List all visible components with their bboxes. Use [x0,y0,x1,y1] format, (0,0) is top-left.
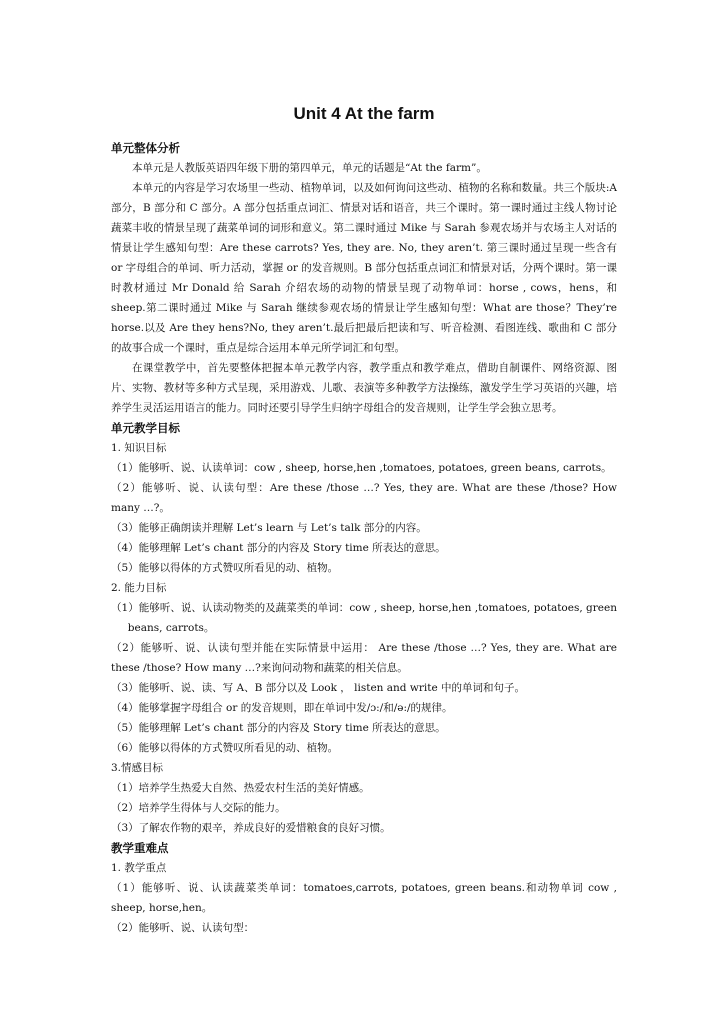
emotion-item-2: （2）培养学生得体与人交际的能力。 [111,802,286,814]
intro-paragraph-3: 在课堂教学中，首先要整体把握本单元教学内容，教学重点和教学难点，借助自制课件、网络资源、图片、实物、教材等多种方式呈现，采用游戏、儿歌、表演等多种教学方法操练，激发学生学习英语的兴趣，培养学生灵活运用语言的能力。同时还要引导学生归纳字母组合的发音规则，让学生学会独立思考。 [111,362,617,414]
knowledge-item-1: （1）能够听、说、认读单词：cow , sheep, horse,hen ,tomatoes, potatoes, green beans, carrots。 [111,462,612,474]
knowledge-heading: 1. 知识目标 [111,442,167,454]
emotion-item-1: （1）培养学生热爱大自然、热爱农村生活的美好情感。 [111,782,370,794]
section-heading-objectives: 单元教学目标 [111,421,180,435]
ability-heading: 2. 能力目标 [111,582,167,594]
page-title: Unit 4 At the farm [293,104,435,123]
key-point-item-2: （2）能够听、说、认读句型： [111,922,255,934]
knowledge-item-4: （4）能够理解 Let’s chant 部分的内容及 Story time 所表达的意思。 [111,542,446,554]
section-heading-key-points: 教学重难点 [111,841,169,855]
emotion-item-3: （3）了解农作物的艰辛，养成良好的爱惜粮食的良好习惯。 [111,822,391,834]
ability-item-5: （5）能够理解 Let’s chant 部分的内容及 Story time 所表达的意思。 [111,722,446,734]
emotion-heading: 3.情感目标 [111,762,164,774]
key-points-heading: 1. 教学重点 [111,862,167,874]
document-page [111,96,617,938]
knowledge-item-2: （2）能够听、说、认读句型：Are these /those …? Yes, they are. What are these /those? How many …?。 [111,482,617,514]
intro-paragraph-1: 本单元是人教版英语四年级下册的第四单元，单元的话题是“At the farm”。 [132,162,487,174]
intro-paragraph-2: 本单元的内容是学习农场里一些动、植物单词，以及如何询问这些动、植物的名称和数量。共三个版块:A 部分，B 部分和 C 部分。A 部分包括重点词汇、情景对话和语音，共三个课时。第一课时通过主线人物讨论蔬菜丰收的情景呈现了蔬菜单词的词形和意义。第二课时通过 Mike 与 Sarah 参观农场并与农场主人对话的情景让学生感知句型：Are these carrots? Yes, they are. No, they aren’t. 第三课时通过呈现一些含有 or 字母组合的单词、听力活动，掌握 or 的发音规则。B 部分包括重点词汇和情景对话，分两个课时。第一课时教材通过 Mr Donald 给 Sarah 介绍农场的动物的情景呈现了动物单词：horse , cows，hens，和 sheep.第二课时通过 Mike 与 Sarah 继续参观农场的情景让学生感知句型：What are those？They’re horse.以及 Are they hens?No, they aren’t.最后把最后把读和写、听音检测、看图连线、歌曲和 C 部分的故事合成一个课时，重点是综合运用本单元所学词汇和句型。 [111,182,617,354]
ability-item-2: （2）能够听、说、认读句型并能在实际情景中运用： Are these /those …? Yes, they are. What are these /those? How many …?来询问动物和蔬菜的相关信息。 [111,642,617,674]
ability-item-4: （4）能够掌握字母组合 or 的发音规则，即在单词中发/ɔ:/和/ə:/的规律。 [111,702,453,714]
knowledge-item-5: （5）能够以得体的方式赞叹所看见的动、植物。 [111,562,339,574]
section-heading-analysis: 单元整体分析 [111,141,180,155]
key-point-item-1: （1）能够听、说、认读蔬菜类单词：tomatoes,carrots, potatoes, green beans.和动物单词 cow , sheep, horse,hen。 [111,882,617,914]
ability-item-3: （3）能够听、说、读、写 A、B 部分以及 Look ， listen and write 中的单词和句子。 [111,682,526,694]
knowledge-item-3: （3）能够正确朗读并理解 Let’s learn 与 Let’s talk 部分的内容。 [111,522,427,534]
ability-item-1: （1）能够听、说、认读动物类的及蔬菜类的单词：cow , sheep, horse,hen ,tomatoes, potatoes, green beans, carrots。 [111,602,617,634]
ability-item-6: （6）能够以得体的方式赞叹所看见的动、植物。 [111,742,339,754]
